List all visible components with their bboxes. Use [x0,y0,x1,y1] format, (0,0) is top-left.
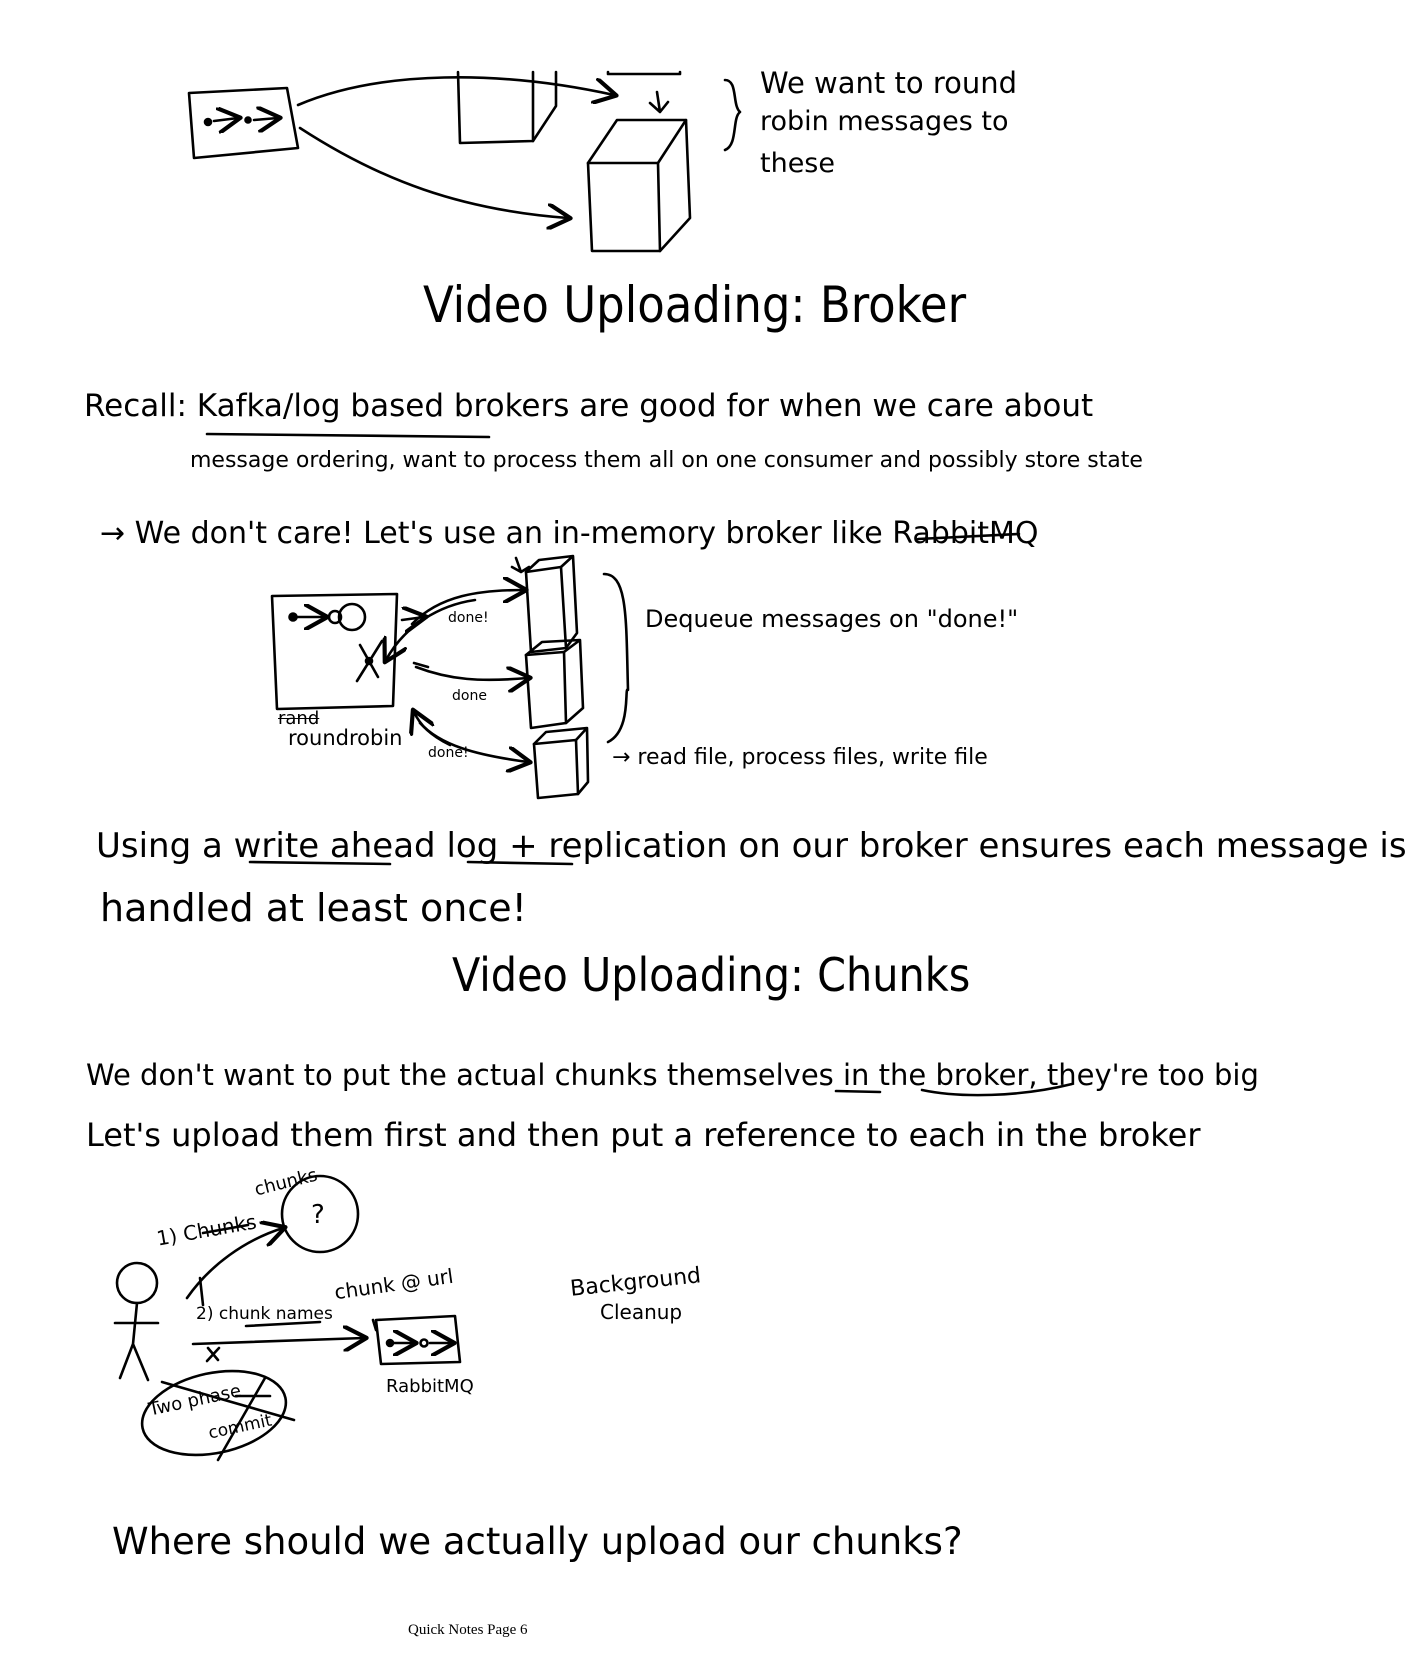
broker-section-title: Video Uploading: Broker [423,276,967,334]
crossed-word: rand [278,708,320,729]
wal-line1: Using a write ahead log + replication on our broker ensures each message is [96,826,1407,866]
cleanup-label: Cleanup [600,1300,683,1324]
done-label-3: done! [428,745,469,761]
question-mark: ? [311,1200,325,1230]
top-note-line1: We want to round [760,66,1018,100]
step2-label: 2) chunk names [196,1304,333,1324]
dequeue-brace [604,574,628,742]
read-file-label: → read file, process files, write file [612,745,988,770]
background-label: Background [569,1263,703,1302]
rabbitmq-label: RabbitMQ [386,1376,474,1397]
stick-figure [115,1263,203,1380]
top-note-line2: robin messages to [760,106,1009,137]
top-arrows [298,77,614,218]
top-broker-box [189,88,298,158]
consumer-box-1 [512,556,577,652]
chunks-section-title: Video Uploading: Chunks [452,948,971,1002]
top-note-line3: these [760,148,835,179]
done-label-1: done! [448,610,489,626]
broker-box [272,594,397,709]
commit-label: commit [206,1410,274,1444]
chunk-url-label: chunk @ url [332,1263,455,1305]
consumer-box-2 [526,640,583,728]
roundrobin-label: roundrobin [288,726,403,750]
recall-line1: Recall: Kafka/log based brokers are good for when we care about [84,388,1094,424]
consumer-box-3 [534,728,588,798]
chunks-line2: Let's upload them first and then put a reference to each in the broker [86,1116,1201,1154]
wal-line2: handled at least once! [100,886,527,930]
chunks-line1: We don't want to put the actual chunks themselves in the broker, they're too big [86,1058,1259,1092]
inmemory-line: → We don't care! Let's use an in-memory broker like RabbitMQ [100,516,1039,551]
underlines-broker [207,434,1019,864]
page-footer: Quick Notes Page 6 [408,1622,528,1638]
dequeue-label: Dequeue messages on "done!" [645,605,1019,633]
done-label-2: done [452,688,487,704]
top-consumer-box-2 [588,72,690,251]
question-line: Where should we actually upload our chunks? [112,1520,963,1563]
step1-label: 1) Chunks [154,1209,259,1251]
recall-line2: message ordering, want to process them all on one consumer and possibly store state [190,448,1143,473]
rabbitmq-box [373,1316,460,1364]
chunks-label: chunks [252,1164,320,1201]
two-phase-label: Two phase [146,1380,243,1421]
top-brace [725,80,740,150]
